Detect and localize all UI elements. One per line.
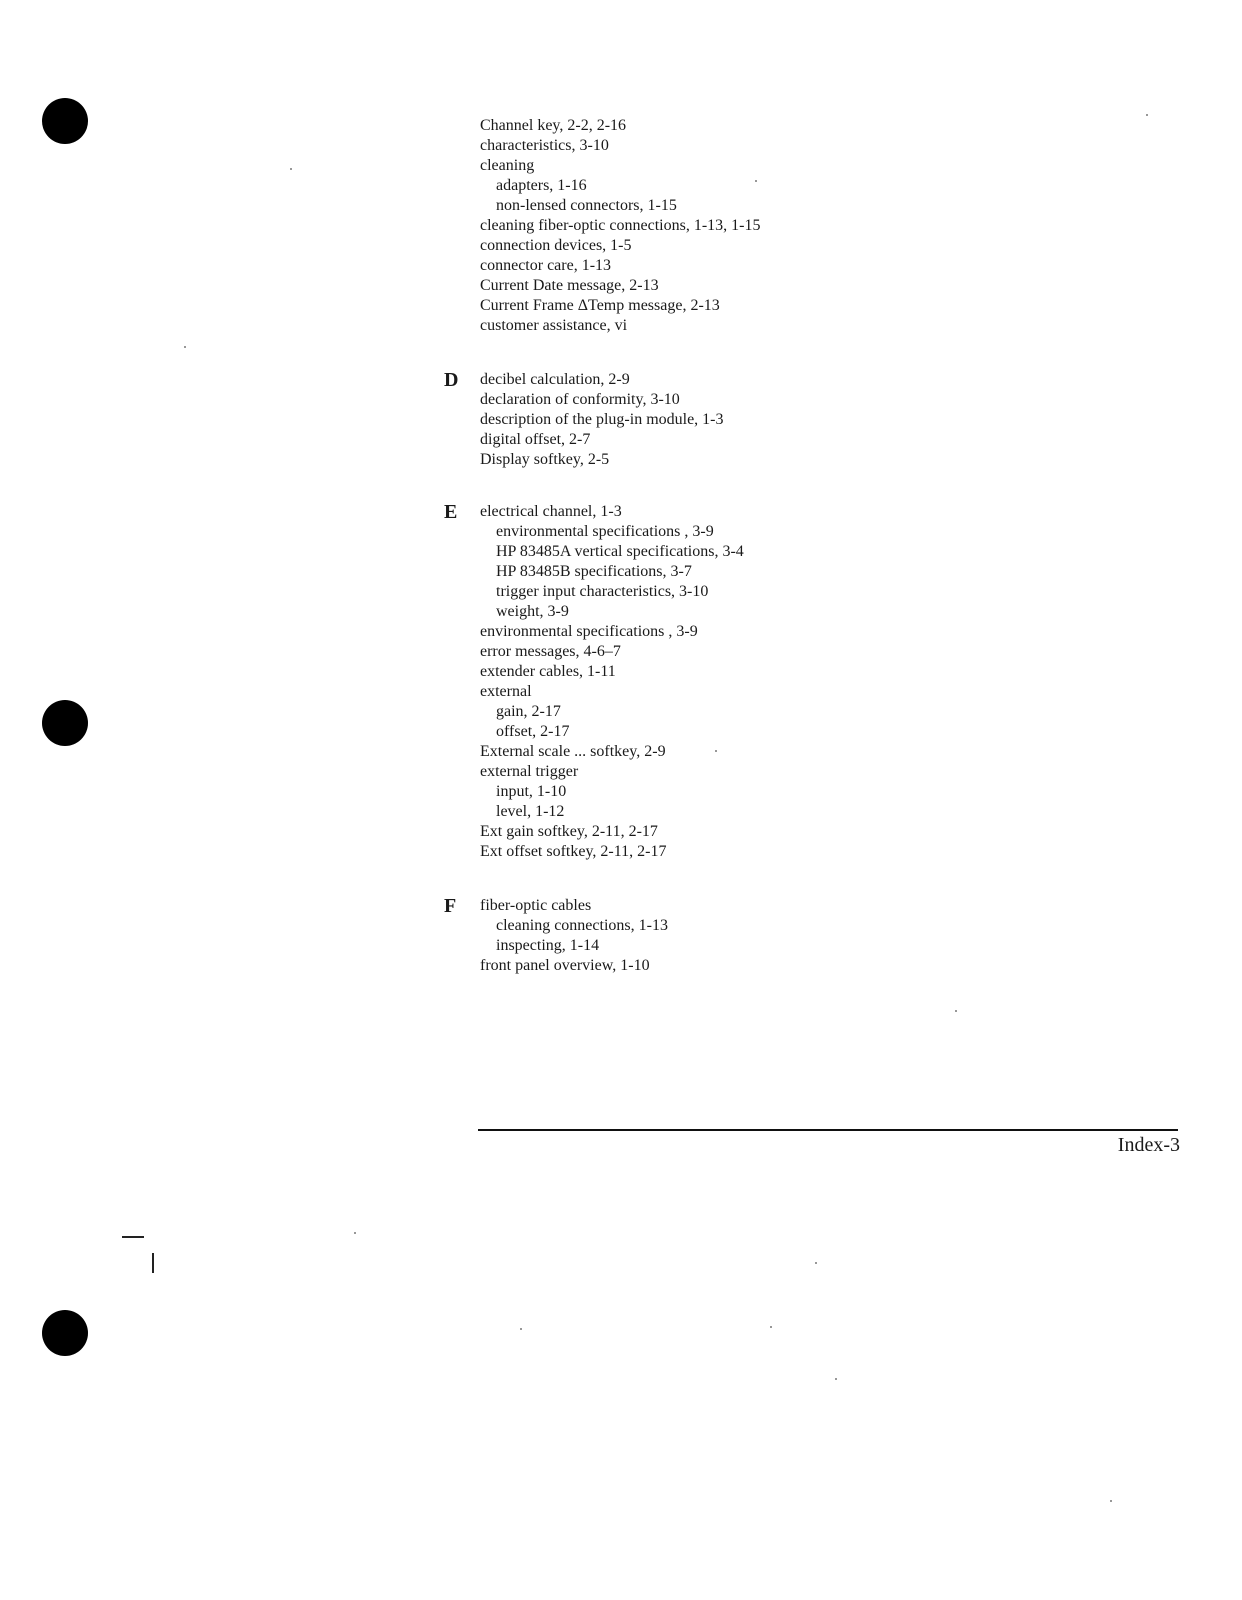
index-entry: error messages, 4-6–7 — [480, 643, 621, 660]
index-subentry: HP 83485A vertical specifications, 3-4 — [496, 543, 744, 560]
index-entry: Current Date message, 2-13 — [480, 277, 659, 294]
scan-speck — [1110, 1500, 1112, 1502]
index-entry: Current Frame ΔTemp message, 2-13 — [480, 297, 720, 314]
scan-speck — [354, 1232, 356, 1234]
index-subentry: inspecting, 1-14 — [496, 937, 600, 954]
index-entry: Ext offset softkey, 2-11, 2-17 — [480, 843, 667, 860]
scan-speck — [755, 180, 757, 182]
index-subentry: level, 1-12 — [496, 803, 565, 820]
punch-hole — [42, 98, 88, 144]
scan-speck — [184, 346, 186, 348]
index-entry: environmental specifications , 3-9 — [480, 623, 698, 640]
index-subentry: environmental specifications , 3-9 — [496, 523, 714, 540]
binder-mark — [122, 1236, 144, 1238]
index-entry: Display softkey, 2-5 — [480, 451, 610, 468]
index-entry: characteristics, 3-10 — [480, 137, 609, 154]
index-subentry: gain, 2-17 — [496, 703, 561, 720]
section-letter: F — [444, 895, 457, 917]
index-entry: decibel calculation, 2-9 — [480, 371, 630, 388]
index-entry: fiber-optic cables — [480, 897, 592, 914]
index-subentry: weight, 3-9 — [496, 603, 569, 620]
index-subentry: cleaning connections, 1-13 — [496, 917, 668, 934]
page-number: Index-3 — [1117, 1134, 1180, 1156]
index-entry: connector care, 1-13 — [480, 257, 612, 274]
index-entry: description of the plug-in module, 1-3 — [480, 411, 724, 428]
index-entry: external trigger — [480, 763, 579, 780]
index-entry: extender cables, 1-11 — [480, 663, 616, 680]
index-entry: declaration of conformity, 3-10 — [480, 391, 680, 408]
index-entry: Channel key, 2-2, 2-16 — [480, 117, 627, 134]
scan-speck — [290, 168, 292, 170]
index-entry: digital offset, 2-7 — [480, 431, 591, 448]
scan-speck — [715, 750, 717, 752]
punch-hole — [42, 700, 88, 746]
footer-rule — [478, 1129, 1178, 1131]
punch-hole — [42, 1310, 88, 1356]
scan-speck — [1146, 114, 1148, 116]
index-entry: connection devices, 1-5 — [480, 237, 632, 254]
index-subentry: input, 1-10 — [496, 783, 567, 800]
index-subentry: offset, 2-17 — [496, 723, 570, 740]
index-entry: Ext gain softkey, 2-11, 2-17 — [480, 823, 658, 840]
index-entry: electrical channel, 1-3 — [480, 503, 622, 520]
section-letter: D — [444, 369, 459, 391]
index-entry: cleaning fiber-optic connections, 1-13, 1-15 — [480, 217, 761, 234]
binder-mark — [152, 1253, 154, 1273]
index-entry: customer assistance, vi — [480, 317, 628, 334]
section-letter: E — [444, 501, 458, 523]
scan-speck — [815, 1262, 817, 1264]
scan-speck — [835, 1378, 837, 1380]
index-subentry: HP 83485B specifications, 3-7 — [496, 563, 692, 580]
index-subentry: adapters, 1-16 — [496, 177, 587, 194]
index-entry: front panel overview, 1-10 — [480, 957, 650, 974]
index-subentry: trigger input characteristics, 3-10 — [496, 583, 709, 600]
scan-speck — [955, 1010, 957, 1012]
index-entry: External scale ... softkey, 2-9 — [480, 743, 666, 760]
scan-speck — [520, 1328, 522, 1330]
index-entry: external — [480, 683, 532, 700]
scan-speck — [770, 1326, 772, 1328]
index-entry: cleaning — [480, 157, 535, 174]
index-subentry: non-lensed connectors, 1-15 — [496, 197, 677, 214]
